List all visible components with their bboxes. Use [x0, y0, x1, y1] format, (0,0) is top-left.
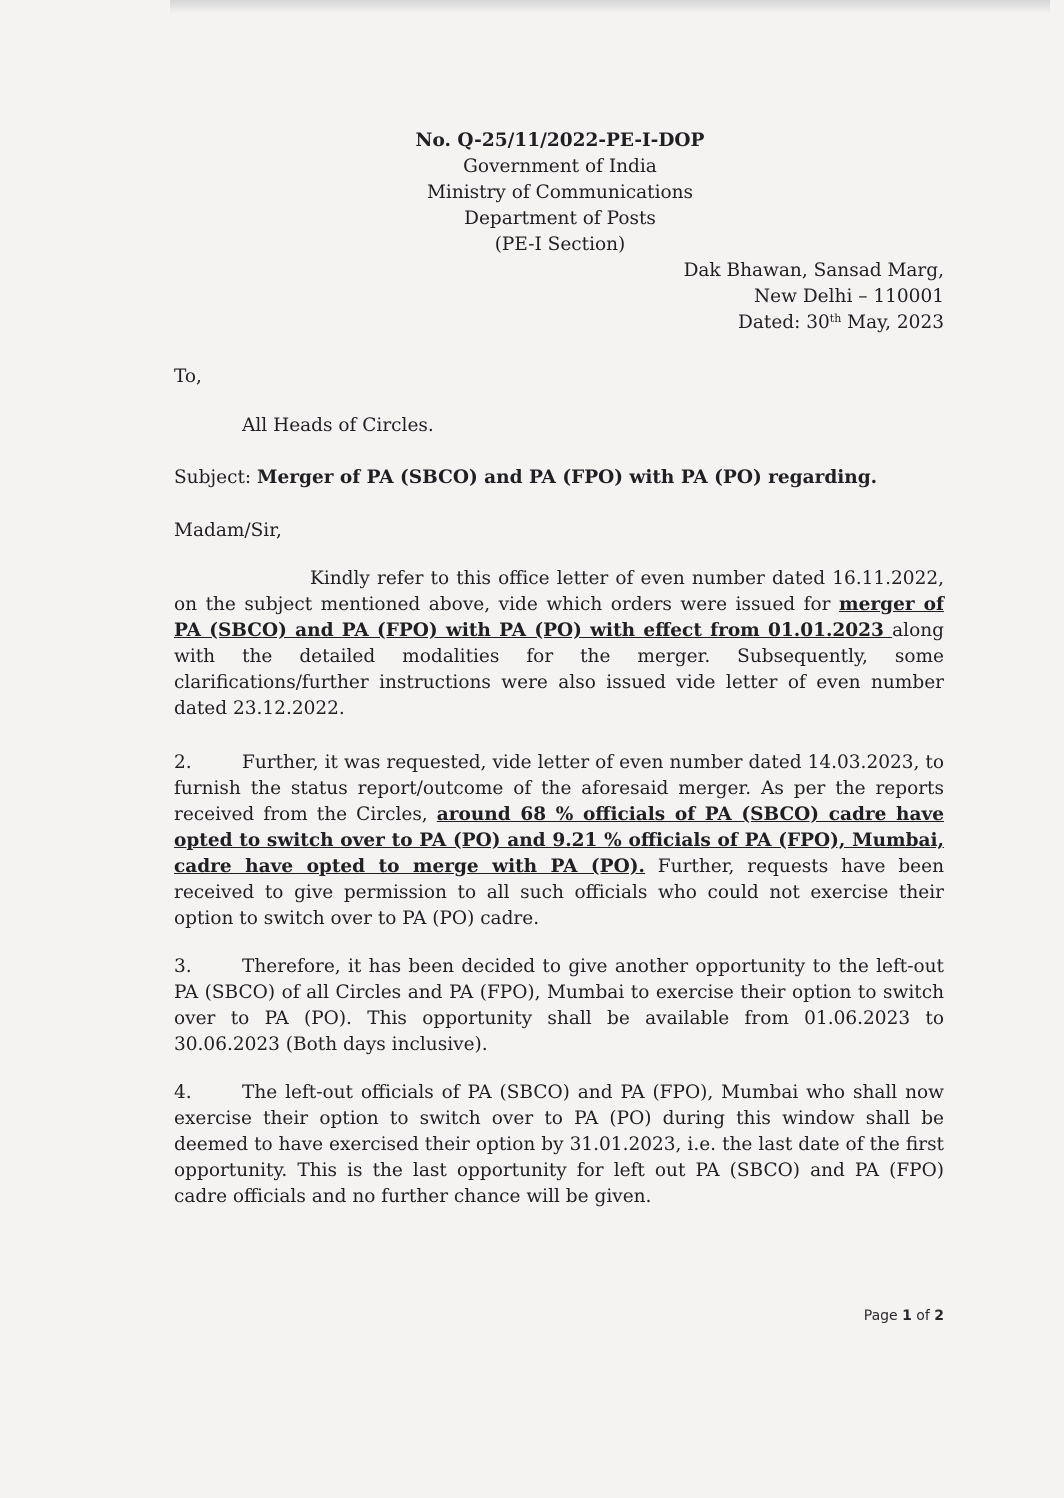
addressee: All Heads of Circles.	[242, 415, 434, 436]
letter-header	[380, 128, 740, 258]
paragraph-4	[174, 1080, 944, 1210]
paragraph-1	[174, 566, 944, 722]
page-number	[864, 1308, 944, 1324]
sender-address	[560, 258, 944, 336]
date-day: 30	[806, 312, 830, 333]
salutation: Madam/Sir,	[174, 520, 282, 541]
header-government: Government of India	[463, 156, 657, 177]
paragraph-4-number: 4.	[174, 1082, 192, 1103]
subject-line	[174, 467, 877, 488]
date-line	[560, 310, 944, 336]
page-total: 2	[934, 1308, 944, 1324]
date-month-year: May, 2023	[841, 312, 944, 333]
header-department: Department of Posts	[464, 208, 656, 229]
paragraph-1-text-a: Kindly refer to this office letter of even number dated 16.11.2022, on the subject mentioned above, vide which orders were issued for	[174, 568, 944, 615]
header-ministry: Ministry of Communications	[426, 182, 694, 203]
subject-text: Merger of PA (SBCO) and PA (FPO) with PA (PO) regarding.	[257, 467, 878, 488]
paragraph-2-text-a: Further, it was requested, vide letter of even number dated 14.03.2023, to furnish the status report/outcome of the aforesaid merger. As per the reports received from the Circles,	[174, 752, 944, 825]
address-line-2: New Delhi – 110001	[753, 286, 944, 307]
to-label: To,	[174, 366, 202, 387]
paragraph-1-text-b: along with the detailed modalities for the merger. Subsequently, some clarifications/further instructions were also issued vide letter of even number dated 23.12.2022.	[174, 620, 944, 719]
paragraph-3	[174, 954, 944, 1058]
page-of-label: of	[911, 1308, 935, 1324]
dated-label: Dated:	[738, 312, 807, 333]
date-day-suffix: th	[829, 312, 842, 325]
page-current: 1	[902, 1308, 912, 1324]
paragraph-2-text-b: Further, requests have been received to give permission to all such officials who could not exercise their option to switch over to PA (PO) cadre.	[174, 856, 944, 929]
paragraph-3-number: 3.	[174, 956, 192, 977]
paragraph-2	[174, 750, 944, 932]
paragraph-2-number: 2.	[174, 752, 192, 773]
header-section: (PE-I Section)	[494, 234, 626, 255]
paragraph-4-text: The left-out officials of PA (SBCO) and PA (FPO), Mumbai who shall now exercise their option to switch over to PA (PO) during this window shall be deemed to have exercised their option by 31.01.2023, i.e. the last date of the first opportunity. This is the last opportunity for left out PA (SBCO) and PA (FPO) cadre officials and no further chance will be given.	[174, 1082, 944, 1207]
address-line-1: Dak Bhawan, Sansad Marg,	[683, 260, 944, 281]
subject-label: Subject:	[174, 467, 258, 488]
reference-number: No. Q-25/11/2022-PE-I-DOP	[415, 130, 705, 151]
paragraph-2-underlined: around 68 % officials of PA (SBCO) cadre have opted to switch over to PA (PO) and 9.21 % officials of PA (FPO), Mumbai, cadre have opted to merge with PA (PO).	[174, 804, 944, 877]
paragraph-3-text: Therefore, it has been decided to give another opportunity to the left-out PA (SBCO) of all Circles and PA (FPO), Mumbai to exercise their option to switch over to PA (PO). This opportunity shall be available from 01.06.2023 to 30.06.2023 (Both days inclusive).	[174, 956, 944, 1055]
page-label: Page	[863, 1308, 903, 1324]
paragraph-1-underlined: merger of PA (SBCO) and PA (FPO) with PA (PO) with effect from 01.01.2023	[174, 594, 944, 641]
scan-artifact	[170, 0, 1050, 14]
